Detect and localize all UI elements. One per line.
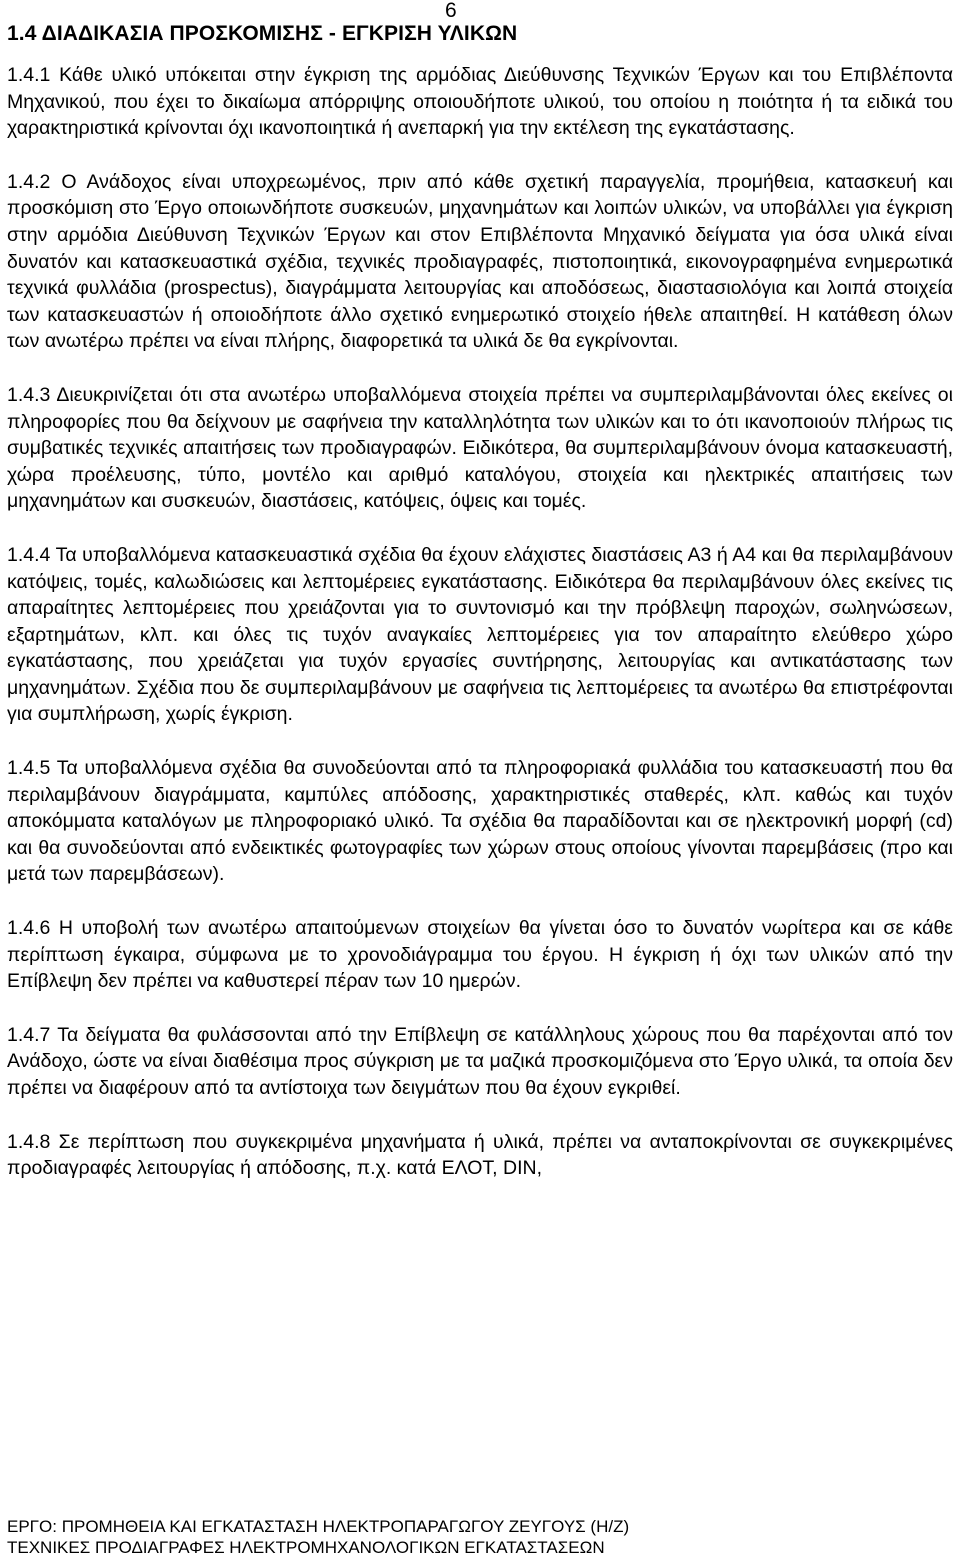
document-body bbox=[7, 62, 953, 1209]
paragraph-1-4-4: 1.4.4 Τα υποβαλλόμενα κατασκευαστικά σχέδια θα έχουν ελάχιστες διαστάσεις Α3 ή Α4 και θα περιλαμβάνουν κατόψεις, τομές, καλωδιώσεις και λεπτομέρειες εγκατάστασης. Ειδικότερα θα περιλαμβάνουν όλες εκείνες τις απαραίτητες λεπτομέρειες που χρειάζονται για το συντονισμό και την πρόβλεψη παροχών, σωληνώσεων, εξαρτημάτων, κλπ. και όλες τις τυχόν αναγκαίες λεπτομέρειες για τον απαραίτητο ελεύθερο χώρο εγκατάστασης, που χρειάζεται για τυχόν εργασίες συντήρησης, λειτουργίας και αντικατάστασης των μηχανημάτων. Σχέδια που δε συμπεριλαμβάνουν με σαφήνεια τις λεπτομέρειες τα ανωτέρω θα επιστρέφονται για συμπλήρωση, χωρίς έγκριση. bbox=[7, 543, 953, 726]
paragraph-1-4-2: 1.4.2 Ο Ανάδοχος είναι υποχρεωμένος, πριν από κάθε σχετική παραγγελία, προμήθεια, κατασκευή και προσκόμιση στο Έργο οποιωνδήποτε συσκευών, μηχανημάτων και λοιπών υλικών, να υποβάλλει για έγκριση στην αρμόδια Διεύθυνση Τεχνικών Έργων και στον Επιβλέποντα Μηχανικό δείγματα για όσα υλικά είναι δυνατόν και κατασκευαστικά σχέδια, τεχνικές προδιαγραφές, πιστοποιητικά, εικονογραφημένα ενημερωτικά τεχνικά φυλλάδια (prospectus), διαγράμματα λειτουργίας και αποδόσεως, διαστασιολόγια και λοιπά στοιχεία των κατασκευαστών ή οποιοδήποτε άλλο σχετικό ενημερωτικό στοιχείο ήθελε απαιτηθεί. Η κατάθεση όλων των ανωτέρω πρέπει να είναι πλήρης, διαφορετικά τα υλικά δε θα εγκρίνονται. bbox=[7, 170, 953, 353]
paragraph-1-4-5: 1.4.5 Τα υποβαλλόμενα σχέδια θα συνοδεύονται από τα πληροφοριακά φυλλάδια του κατασκευαστή που θα περιλαμβάνουν διαγράμματα, καμπύλες απόδοσης, χαρακτηριστικές σταθερές, κλπ. καθώς και τυχόν αποκόμματα καταλόγων με πληροφοριακό υλικό. Τα σχέδια θα παραδίδονται και σε ηλεκτρονική μορφή (cd) και θα συνοδεύονται από ενδεικτικές φωτογραφίες των χώρων στους οποίους γίνονται παρεμβάσεις (προ και μετά των παρεμβάσεων). bbox=[7, 757, 953, 886]
paragraph-1-4-8: 1.4.8 Σε περίπτωση που συγκεκριμένα μηχανήματα ή υλικά, πρέπει να ανταποκρίνονται σε συγκεκριμένες προδιαγραφές λειτουργίας ή απόδοσης, π.χ. κατά ΕΛΟΤ, DIN, bbox=[7, 1130, 953, 1180]
paragraph-1-4-6: 1.4.6 Η υποβολή των ανωτέρω απαιτούμενων στοιχείων θα γίνεται όσο το δυνατόν νωρίτερα και σε κάθε περίπτωση έγκαιρα, σύμφωνα με το χρονοδιάγραμμα του έργου. Η έγκριση ή όχι των υλικών από την Επίβλεψη δεν πρέπει να καθυστερεί πέραν των 10 ημερών. bbox=[7, 917, 953, 993]
section-heading: 1.4 ΔΙΑΔΙΚΑΣΙΑ ΠΡΟΣΚΟΜΙΣΗΣ - ΕΓΚΡΙΣΗ ΥΛΙΚΩΝ bbox=[7, 22, 518, 45]
paragraph-1-4-1: 1.4.1 Κάθε υλικό υπόκειται στην έγκριση της αρμόδιας Διεύθυνσης Τεχνικών Έργων και του Επιβλέποντα Μηχανικού, που έχει το δικαίωμα απόρριψης οποιουδήποτε υλικού, του οποίου η ποιότητα ή τα ειδικά του χαρακτηριστικά κρίνονται όχι ικανοποιητικά ή ανεπαρκή για την εκτέλεση της εγκατάστασης. bbox=[7, 64, 953, 140]
footer-spec-line: ΤΕΧΝΙΚΕΣ ΠΡΟΔΙΑΓΡΑΦΕΣ ΗΛΕΚΤΡΟΜΗΧΑΝΟΛΟΓΙΚΩΝ ΕΓΚΑΤΑΣΤΑΣΕΩΝ bbox=[7, 1538, 605, 1557]
paragraph-1-4-3: 1.4.3 Διευκρινίζεται ότι στα ανωτέρω υποβαλλόμενα στοιχεία πρέπει να συμπεριλαμβάνονται όλες εκείνες οι πληροφορίες που θα δείχνουν με σαφήνεια την καταλληλότητα των υλικών και το ότι ικανοποιούν πλήρως τις συμβατικές τεχνικές απαιτήσεις των προδιαγραφών. Ειδικότερα, θα συμπεριλαμβάνουν όνομα κατασκευαστή, χώρα προέλευσης, τύπο, μοντέλο και αριθμό καταλόγου, στοιχεία και ηλεκτρικές απαιτήσεις των μηχανημάτων και συσκευών, διαστάσεις, κατόψεις, όψεις και τομές. bbox=[7, 383, 953, 513]
footer-project-line: ΕΡΓΟ: ΠΡΟΜΗΘΕΙΑ ΚΑΙ ΕΓΚΑΤΑΣΤΑΣΗ ΗΛΕΚΤΡΟΠΑΡΑΓΩΓΟΥ ΖΕΥΓΟΥΣ (Η/Ζ) bbox=[7, 1517, 630, 1536]
page-footer bbox=[7, 1516, 629, 1558]
paragraph-1-4-7: 1.4.7 Τα δείγματα θα φυλάσσονται από την Επίβλεψη σε κατάλληλους χώρους που θα παρέχονται από τον Ανάδοχο, ώστε να είναι διαθέσιμα προς σύγκριση με τα μαζικά προσκομιζόμενα στο Έργο υλικά, τα οποία δεν πρέπει να διαφέρουν από τα αντίστοιχα των δειγμάτων που θα έχουν εγκριθεί. bbox=[7, 1023, 953, 1099]
page-number: 6 bbox=[445, 0, 457, 22]
